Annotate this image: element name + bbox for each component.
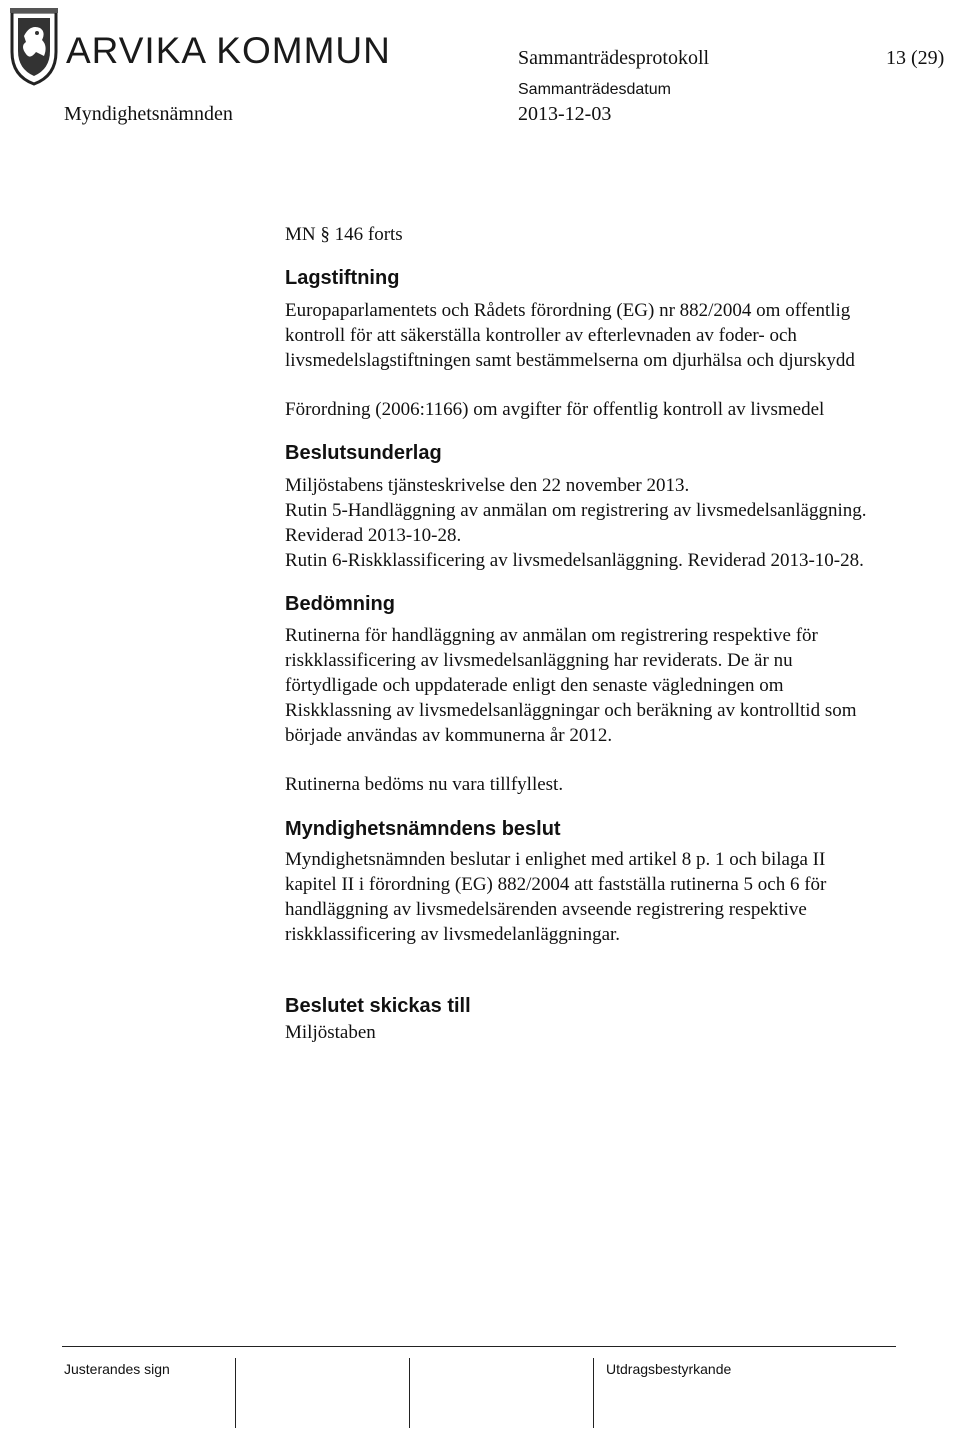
paragraph-line: riskklassificering av livsmedelsanläggning har reviderats. De är nu	[285, 650, 793, 671]
section-heading-beslut: Myndighetsnämndens beslut	[285, 818, 561, 840]
meeting-date: 2013-12-03	[518, 103, 612, 125]
meeting-date-label: Sammanträdesdatum	[518, 81, 671, 98]
paragraph-line: Myndighetsnämnden beslutar i enlighet med artikel 8 p. 1 och bilaga II	[285, 849, 826, 870]
board-name: Myndighetsnämnden	[64, 103, 233, 125]
paragraph-line: kapitel II i förordning (EG) 882/2004 att fastställa rutinerna 5 och 6 för	[285, 874, 827, 895]
footer-left-label: Justerandes sign	[64, 1361, 170, 1377]
paragraph-line: förtydligade och uppdaterade enligt den senaste vägledningen om	[285, 675, 784, 696]
section-heading-beslutsunderlag: Beslutsunderlag	[285, 442, 442, 464]
paragraph-line: Rutinerna för handläggning av anmälan om registrering respektive för	[285, 625, 818, 646]
section-heading-bedomning: Bedömning	[285, 593, 395, 615]
paragraph-line: livsmedelslagstiftningen samt bestämmelserna om djurhälsa och djurskydd	[285, 350, 855, 371]
signature-divider	[593, 1358, 594, 1428]
paragraph-line: Förordning (2006:1166) om avgifter för offentlig kontroll av livsmedel	[285, 399, 825, 420]
section-heading-lagstiftning: Lagstiftning	[285, 267, 400, 289]
signature-divider	[235, 1358, 236, 1428]
footer-divider	[62, 1346, 896, 1347]
page-number: 13 (29)	[886, 47, 945, 69]
paragraph-line: Rutin 5-Handläggning av anmälan om registrering av livsmedelsanläggning.	[285, 500, 867, 521]
paragraph-line: Riskklassning av livsmedelsanläggningar och beräkning av kontrolltid som	[285, 700, 857, 721]
paragraph-line: Reviderad 2013-10-28.	[285, 525, 462, 546]
organization-name: ARVIKA KOMMUN	[66, 30, 391, 71]
recipient: Miljöstaben	[285, 1022, 376, 1043]
case-reference: MN § 146 forts	[285, 224, 403, 245]
paragraph-line: Europaparlamentets och Rådets förordning (EG) nr 882/2004 om offentlig	[285, 300, 851, 321]
document-type: Sammanträdesprotokoll	[518, 47, 710, 69]
coat-of-arms-icon	[6, 6, 62, 86]
section-heading-skickas: Beslutet skickas till	[285, 995, 471, 1017]
paragraph-line: Rutinerna bedöms nu vara tillfyllest.	[285, 774, 564, 795]
paragraph-line: riskklassificering av livsmedelanläggningar.	[285, 924, 621, 945]
paragraph-line: Miljöstabens tjänsteskrivelse den 22 november 2013.	[285, 475, 690, 496]
paragraph-line: handläggning av livsmedelsärenden avseende registrering respektive	[285, 899, 807, 920]
paragraph-line: Rutin 6-Riskklassificering av livsmedelsanläggning. Reviderad 2013-10-28.	[285, 550, 864, 571]
footer-right-label: Utdragsbestyrkande	[606, 1361, 732, 1377]
paragraph-line: kontroll för att säkerställa kontroller av efterlevnaden av foder- och	[285, 325, 797, 346]
signature-divider	[409, 1358, 410, 1428]
paragraph-line: började användas av kommunerna år 2012.	[285, 725, 613, 746]
